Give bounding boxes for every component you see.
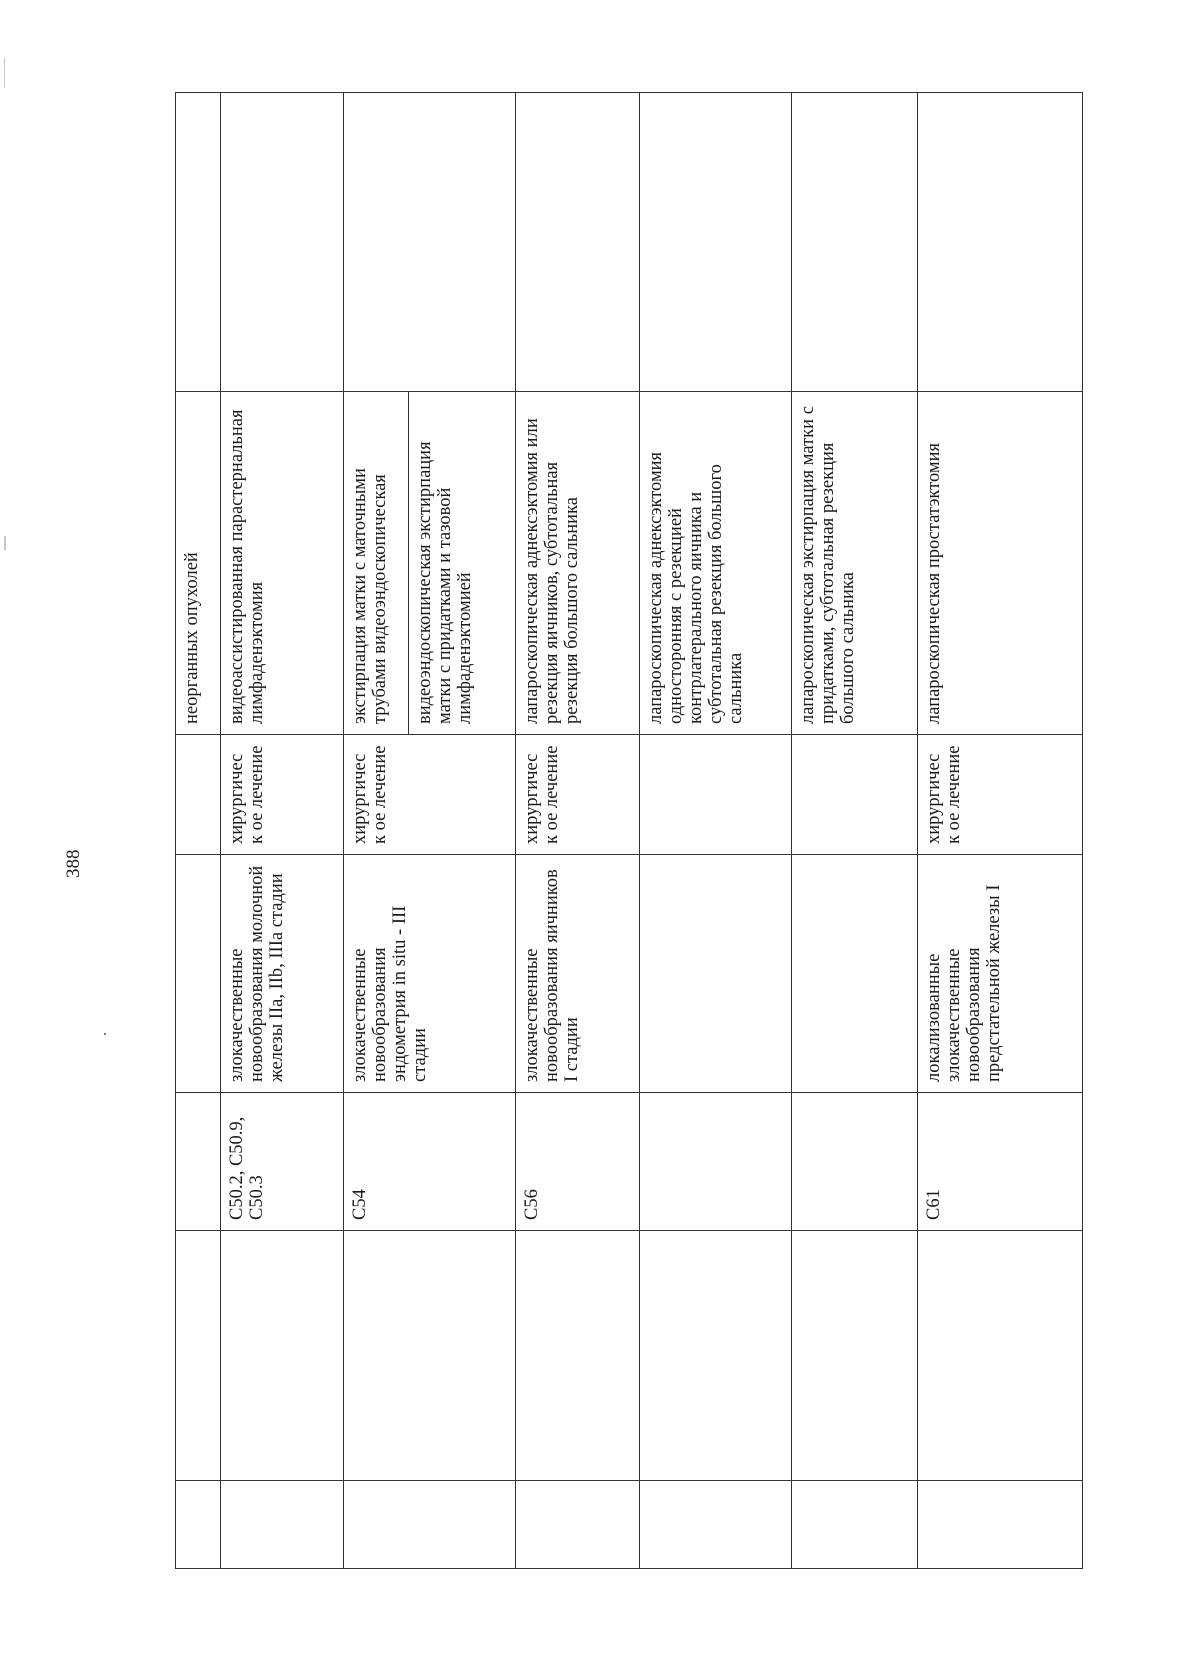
cell-method: экстирпация матки с маточными трубами видеоэндоскопическая [350, 468, 390, 724]
cell-method: лапароскопическая аднексэктомия односторонняя с резекцией контрлатерального яичника и субтотальная резекция большого сальника [640, 392, 792, 735]
cell-method: неорганных опухолей [176, 392, 221, 735]
scan-edge-mark [4, 536, 6, 550]
cell-treatment: хирургическ ое лечение [221, 735, 344, 855]
cell-method: лапароскопическая простатэктомия [918, 392, 1083, 735]
cell-diagnosis [176, 1093, 221, 1231]
table-row [516, 93, 640, 1569]
cell-last [176, 93, 221, 392]
cell-last [792, 93, 918, 392]
cell-empty [516, 1231, 640, 1481]
table-row [792, 93, 918, 1569]
cell-diagnosis: злокачественные новообразования молочной железы IIa, IIb, IIIa стадии [221, 855, 344, 1093]
cell-empty [221, 1481, 344, 1569]
cell-empty [640, 1231, 792, 1481]
cell-diagnosis [176, 855, 221, 1093]
cell-last [918, 93, 1083, 392]
cell-code: C61 [918, 1093, 1083, 1231]
scan-edge-mark [4, 58, 5, 88]
cell-treatment [792, 735, 918, 855]
cell-empty [221, 1231, 344, 1481]
cell-empty [176, 1481, 221, 1569]
cell-code [792, 1093, 918, 1231]
cell-method-split [344, 392, 516, 735]
cell-empty [640, 1481, 792, 1569]
cell-diagnosis: злокачественные новообразования яичников I стадии [516, 855, 640, 1093]
cell-treatment: хирургическ ое лечение [918, 735, 1083, 855]
cell-method: видеоассистированная парастернальная лимфаденэктомия [221, 392, 344, 735]
cell-code [176, 1231, 221, 1481]
cell-method: видеоэндоскопическая экстирпация матки с придатками и тазовой лимфаденэктомией [408, 392, 515, 734]
cell-empty [344, 1231, 516, 1481]
cell-code: C54 [344, 1093, 516, 1231]
rotated-table-frame [175, 93, 1082, 1569]
cell-treatment: хирургическ ое лечение [516, 735, 640, 855]
cell-code: C50.2, C50.9, C50.3 [221, 1093, 344, 1231]
cell-last [640, 93, 792, 392]
cell-code: C56 [516, 1093, 640, 1231]
table-row [176, 93, 221, 1569]
cell-diagnosis [792, 855, 918, 1093]
cell-treatment [176, 735, 221, 855]
cell-empty [918, 1231, 1083, 1481]
cell-empty [792, 1481, 918, 1569]
cell-last [516, 93, 640, 392]
cell-empty [918, 1481, 1083, 1569]
table-row [344, 93, 516, 1569]
cell-last [221, 93, 344, 392]
page-number: 388 [63, 849, 84, 878]
scan-speck [104, 1033, 106, 1035]
cell-method: лапароскопическая экстирпация матки с придатками, субтотальная резекция большого сальника [792, 392, 918, 735]
method-subtable [344, 392, 515, 734]
cell-diagnosis: локализованные злокачественные новообразования предстательной железы I [918, 855, 1083, 1093]
cell-empty [516, 1481, 640, 1569]
cell-method: лапароскопическая аднексэктомия или резекция яичников, субтотальная резекция большого сальника [516, 392, 640, 735]
cell-empty [792, 1231, 918, 1481]
treatment-table [175, 92, 1083, 1569]
table-row [918, 93, 1083, 1569]
cell-diagnosis: злокачественные новообразования эндометрия in situ - III стадии [344, 855, 516, 1093]
cell-empty [344, 1481, 516, 1569]
table-row [640, 93, 792, 1569]
cell-treatment: хирургическ ое лечение [344, 735, 516, 855]
cell-code [640, 1093, 792, 1231]
cell-treatment [640, 735, 792, 855]
cell-diagnosis [640, 855, 792, 1093]
cell-last [344, 93, 516, 392]
table-row [221, 93, 344, 1569]
